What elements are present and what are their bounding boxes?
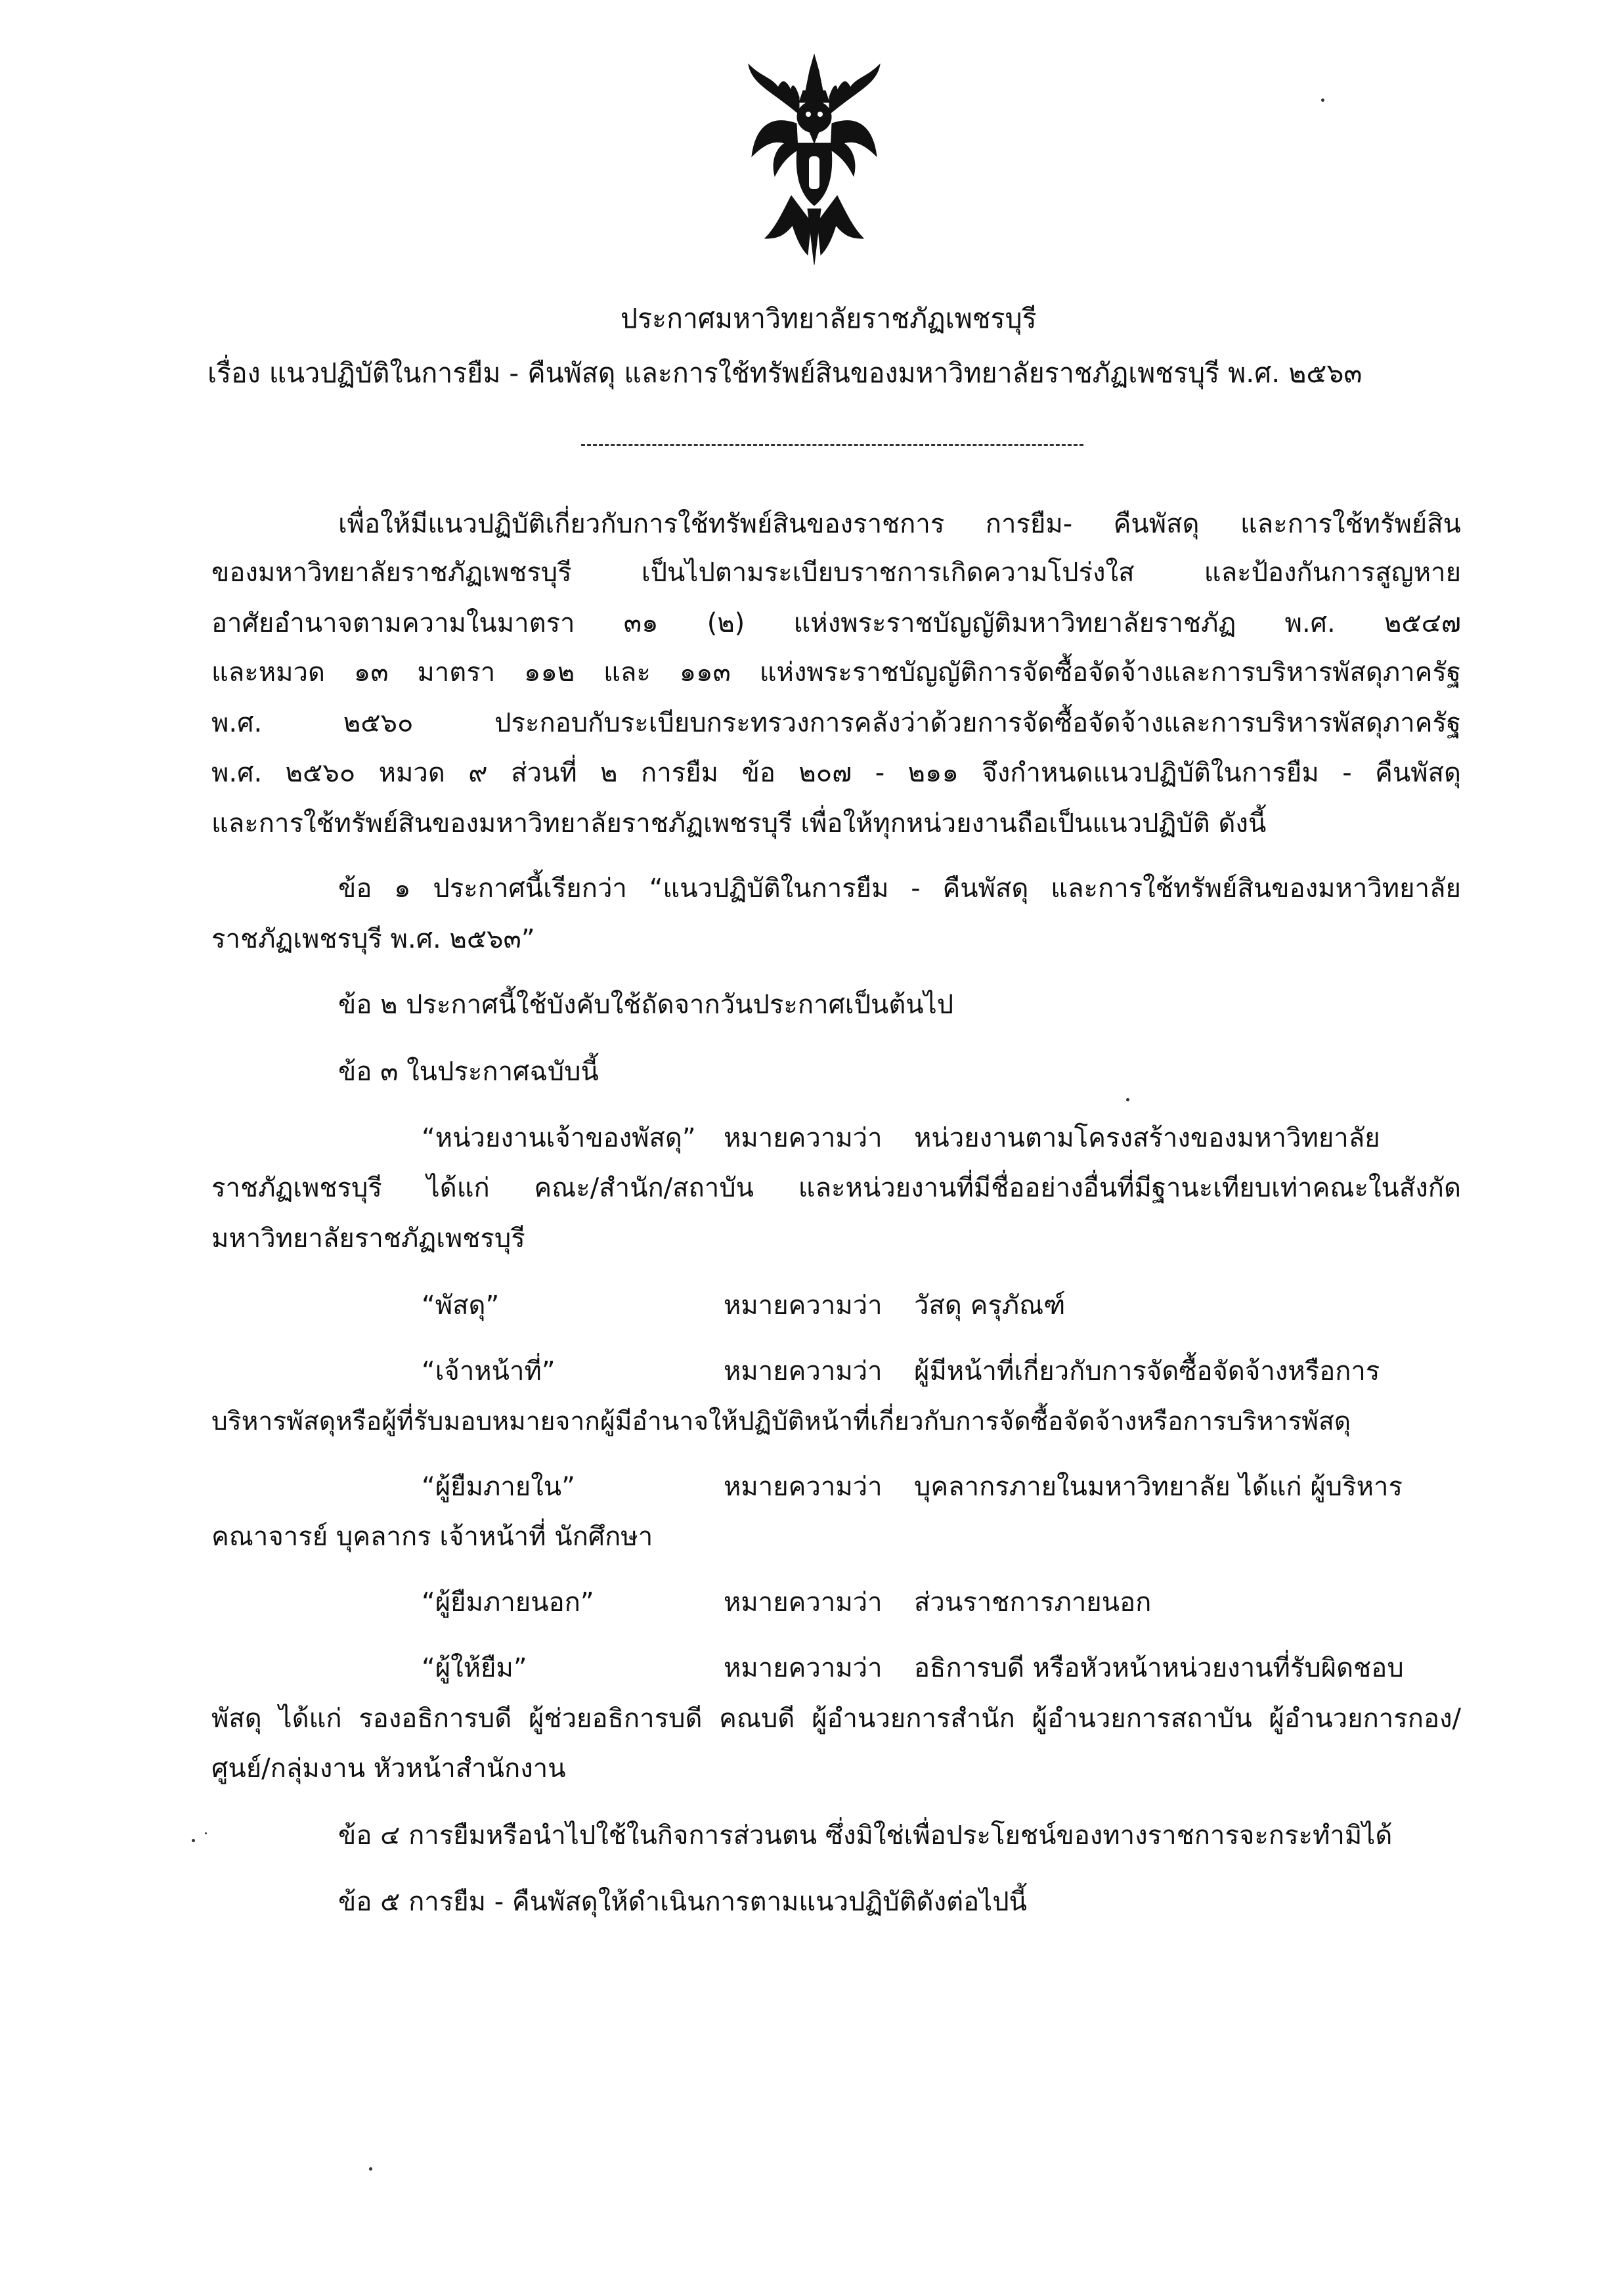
definition-term: “ผู้ยืมภายใน”	[422, 1472, 575, 1502]
definition-text: วัสดุ ครุภัณฑ์	[914, 1291, 1066, 1321]
preamble-line: ของมหาวิทยาลัยราชภัฏเพชรบุรี เป็นไปตามระเบียบราชการเกิดความโปร่งใส และป้องกันการสูญหาย	[211, 558, 1461, 588]
definition-means: หมายความว่า	[724, 1653, 883, 1683]
announcement-title: ประกาศมหาวิทยาลัยราชภัฏเพชรบุรี	[621, 303, 1037, 334]
definition-continuation: บริหารพัสดุหรือผู้ที่รับมอบหมายจากผู้มีอำนาจให้ปฏิบัติหน้าที่เกี่ยวกับการจัดซื้อจัดจ้างหรือการบริหารพัสดุ	[211, 1407, 1351, 1436]
scan-speck	[369, 2167, 372, 2171]
preamble-line: และหมวด ๑๓ มาตรา ๑๑๒ และ ๑๑๓ แห่งพระราชบัญญัติการจัดซื้อจัดจ้างและการบริหารพัสดุภาครัฐ	[211, 657, 1461, 688]
scan-speck	[1321, 99, 1324, 102]
scan-speck	[1126, 1098, 1129, 1101]
announcement-subject: เรื่อง แนวปฏิบัติในการยืม - คืนพัสดุ และการใช้ทรัพย์สินของมหาวิทยาลัยราชภัฏเพชรบุรี พ.ศ. ๒๕๖๓	[207, 357, 1363, 389]
clause-4: ข้อ ๔ การยืมหรือนำไปใช้ในกิจการส่วนตน ซึ่งมิใช่เพื่อประโยชน์ของทางราชการจะกระทำมิได้	[338, 1821, 1393, 1851]
scan-speck	[205, 1832, 207, 1834]
definition-term: “พัสดุ”	[422, 1291, 500, 1321]
definition-term: “ผู้ให้ยืม”	[422, 1653, 527, 1683]
definition-term: “ผู้ยืมภายนอก”	[422, 1587, 594, 1618]
preamble-line: อาศัยอำนาจตามความในมาตรา ๓๑ (๒) แห่งพระราชบัญญัติมหาวิทยาลัยราชภัฏ พ.ศ. ๒๕๔๗	[211, 608, 1461, 638]
preamble-line: พ.ศ. ๒๕๖๐ หมวด ๙ ส่วนที่ ๒ การยืม ข้อ ๒๐๗ - ๒๑๑ จึงกำหนดแนวปฏิบัติในการยืม - คืนพัสดุ	[211, 758, 1461, 788]
definition-means: หมายความว่า	[724, 1587, 883, 1618]
definition-continuation: ศูนย์/กลุ่มงาน หัวหน้าสำนักงาน	[211, 1754, 566, 1784]
title-separator-rule	[581, 444, 1083, 446]
definition-text: ส่วนราชการภายนอก	[914, 1587, 1152, 1618]
clause-3: ข้อ ๓ ในประกาศฉบับนี้	[338, 1057, 599, 1087]
definition-text: บุคลากรภายในมหาวิทยาลัย ได้แก่ ผู้บริหาร	[914, 1472, 1403, 1502]
definition-continuation: พัสดุ ได้แก่ รองอธิการบดี ผู้ช่วยอธิการบดี คณบดี ผู้อำนวยการสำนัก ผู้อำนวยการสถาบัน ผู้อำนวยการกอง/	[211, 1704, 1461, 1734]
definition-text: อธิการบดี หรือหัวหน้าหน่วยงานที่รับผิดชอบ	[914, 1653, 1404, 1683]
definition-means: หมายความว่า	[724, 1123, 883, 1153]
definition-means: หมายความว่า	[724, 1472, 883, 1502]
definition-term: “เจ้าหน้าที่”	[422, 1356, 556, 1386]
definition-continuation: คณาจารย์ บุคลากร เจ้าหน้าที่ นักศึกษา	[211, 1522, 653, 1552]
clause-5: ข้อ ๕ การยืม - คืนพัสดุให้ดำเนินการตามแนวปฏิบัติดังต่อไปนี้	[338, 1887, 1027, 1917]
clause-2: ข้อ ๒ ประกาศนี้ใช้บังคับใช้ถัดจากวันประกาศเป็นต้นไป	[338, 990, 954, 1020]
scan-speck	[192, 1839, 195, 1842]
clause-1-line: ราชภัฏเพชรบุรี พ.ศ. ๒๕๖๓”	[211, 924, 535, 954]
definition-continuation: ราชภัฏเพชรบุรี ได้แก่ คณะ/สำนัก/สถาบัน และหน่วยงานที่มีชื่ออย่างอื่นที่มีฐานะเทียบเท่าคณะในสังกัด	[211, 1173, 1461, 1203]
definition-continuation: มหาวิทยาลัยราชภัฏเพชรบุรี	[211, 1224, 525, 1254]
definition-means: หมายความว่า	[724, 1356, 883, 1386]
garuda-emblem-icon	[745, 51, 883, 268]
definition-term: “หน่วยงานเจ้าของพัสดุ”	[422, 1123, 696, 1153]
preamble-line: เพื่อให้มีแนวปฏิบัติเกี่ยวกับการใช้ทรัพย์สินของราชการ การยืม- คืนพัสดุ และการใช้ทรัพย์สิน	[338, 509, 1461, 539]
preamble-line: และการใช้ทรัพย์สินของมหาวิทยาลัยราชภัฏเพชรบุรี เพื่อให้ทุกหน่วยงานถือเป็นแนวปฏิบัติ ดังนี้	[211, 808, 1267, 839]
definition-text: หน่วยงานตามโครงสร้างของมหาวิทยาลัย	[914, 1123, 1380, 1153]
definition-means: หมายความว่า	[724, 1291, 883, 1321]
preamble-line: พ.ศ. ๒๕๖๐ ประกอบกับระเบียบกระทรวงการคลังว่าด้วยการจัดซื้อจัดจ้างและการบริหารพัสดุภาครัฐ	[211, 708, 1461, 738]
definition-text: ผู้มีหน้าที่เกี่ยวกับการจัดซื้อจัดจ้างหรือการ	[914, 1356, 1380, 1386]
clause-1-line: ข้อ ๑ ประกาศนี้เรียกว่า “แนวปฏิบัติในการยืม - คืนพัสดุ และการใช้ทรัพย์สินของมหาวิทยาลัย	[338, 873, 1461, 904]
